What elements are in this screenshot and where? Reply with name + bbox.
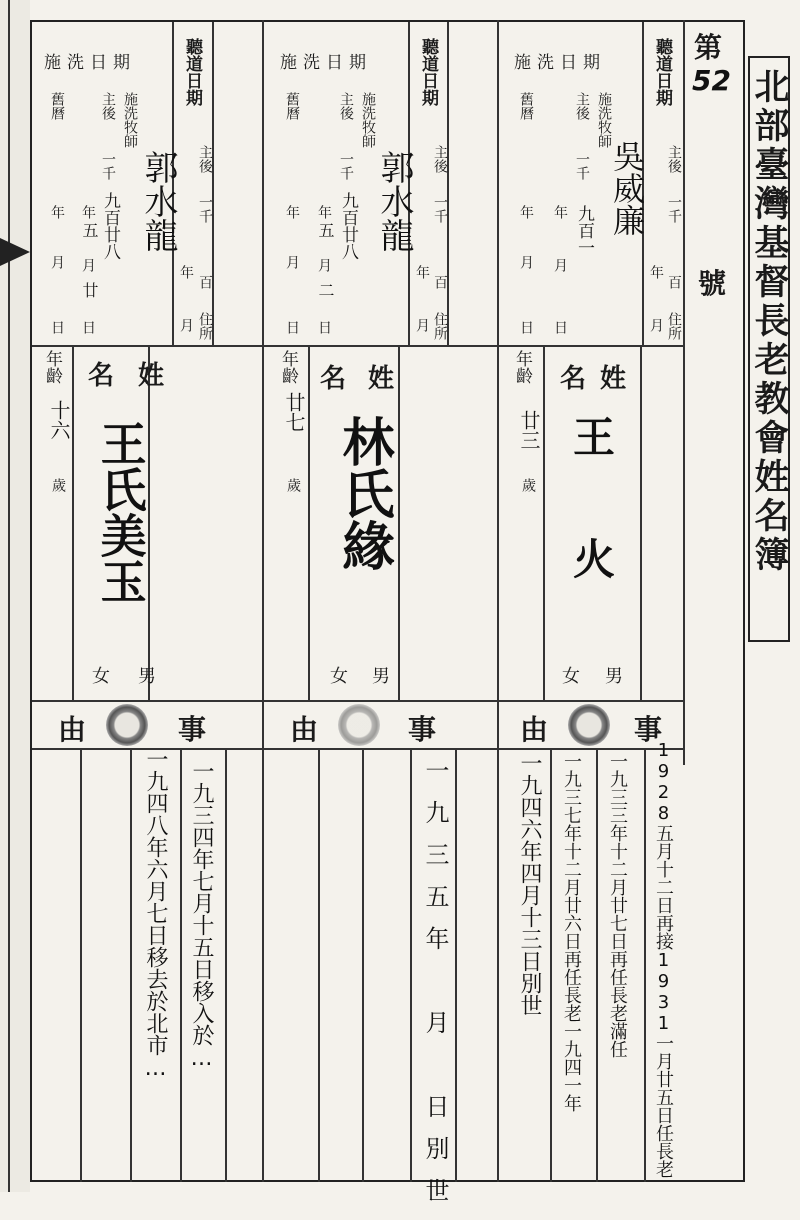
female-label: 女 xyxy=(330,666,348,687)
baptism-year: 九百廿八 xyxy=(338,192,358,260)
name-label-left: 名 xyxy=(88,361,115,391)
note-1: 1928五月十二日再接1931一月廿五日任長老 xyxy=(653,740,674,1178)
thousand-label: 一千 xyxy=(100,152,116,180)
male-label: 男 xyxy=(138,666,156,687)
age-value: 廿三 xyxy=(517,410,541,450)
age-unit: 歲 xyxy=(50,478,66,492)
grid-line xyxy=(362,748,364,1182)
member-name: 王火 xyxy=(567,415,616,659)
grid-line xyxy=(212,22,214,345)
listening-year: 年 xyxy=(414,265,430,279)
male-label: 男 xyxy=(372,666,390,687)
baptism-year: 九百廿八 xyxy=(100,192,120,260)
listening-date-label: 聽道日期 xyxy=(182,38,202,106)
reason-seal-circle xyxy=(106,704,148,746)
note-4: 一九四六年四月十三日別世 xyxy=(517,752,542,1016)
surname-label: 姓 xyxy=(138,361,165,391)
baptism-month: 五 xyxy=(316,222,335,238)
left-margin-rule xyxy=(8,0,10,1192)
lunar-day: 日 xyxy=(518,320,534,334)
age-unit: 歲 xyxy=(520,478,536,492)
grid-line xyxy=(80,748,82,1182)
note-1: 一九三五年 月 日別世 xyxy=(421,758,449,1220)
era-label: 主後 xyxy=(574,92,590,120)
pastor-label: 施洗牧師 xyxy=(122,92,138,148)
grid-line xyxy=(398,345,400,700)
grid-line xyxy=(543,345,545,700)
listening-thousand: 一千 xyxy=(666,195,682,223)
section-line-name xyxy=(32,345,684,347)
grid-line xyxy=(225,748,227,1182)
listening-thousand: 一千 xyxy=(432,195,448,223)
document-title: 北部臺灣基督長老教會姓名簿 xyxy=(749,68,790,575)
record-divider-2 xyxy=(497,20,499,1182)
age-unit: 歲 xyxy=(285,478,301,492)
lunar-year: 年 xyxy=(518,205,534,219)
baptism-date-label: 施洗日期 xyxy=(44,53,136,73)
grid-line xyxy=(550,748,552,1182)
note-2: 一九三三年十二月廿七日再任長老滿任 xyxy=(607,752,628,1058)
surname-label: 姓 xyxy=(368,364,395,394)
section-line-reason-top xyxy=(32,700,684,702)
listening-hundred: 百 xyxy=(432,275,448,289)
note-3: 一九三七年十二月廿六日再任長老一九四一年 xyxy=(561,752,582,1112)
listening-hundred: 百 xyxy=(197,275,213,289)
thousand-label: 一千 xyxy=(338,152,354,180)
member-name: 王氏美玉 xyxy=(93,420,148,604)
era-label: 主後 xyxy=(338,92,354,120)
grid-line xyxy=(596,748,598,1182)
grid-line xyxy=(180,748,182,1182)
name-label-left: 名 xyxy=(560,364,587,394)
thousand-label: 一千 xyxy=(574,152,590,180)
pastor-name: 郭水龍 xyxy=(138,150,178,252)
pastor-label: 施洗牧師 xyxy=(360,92,376,148)
margin-arrow-marker xyxy=(0,238,30,266)
age-label: 年齡 xyxy=(278,350,298,384)
listening-year: 年 xyxy=(178,265,194,279)
number-label-top: 第 xyxy=(694,31,723,64)
left-binding-margin xyxy=(0,0,30,1192)
era-label: 主後 xyxy=(100,92,116,120)
listening-date-label: 聽道日期 xyxy=(652,38,672,106)
grid-line xyxy=(318,748,320,1182)
listening-month: 月 xyxy=(414,318,430,332)
reason-label-left: 由 xyxy=(520,713,549,746)
listening-date-label: 聽道日期 xyxy=(418,38,438,106)
grid-line xyxy=(644,748,646,1182)
lunar-month: 月 xyxy=(49,255,65,269)
number-value: 52 xyxy=(692,64,731,97)
male-label: 男 xyxy=(605,666,623,687)
lunar-year: 年 xyxy=(284,205,300,219)
grid-line xyxy=(640,345,642,700)
residence-label: 住所 xyxy=(197,312,213,340)
month-label: 月 xyxy=(80,258,96,272)
reason-label-left: 由 xyxy=(58,713,87,746)
listening-era: 主後 xyxy=(197,145,213,173)
name-label-left: 名 xyxy=(320,364,347,394)
listening-thousand: 一千 xyxy=(197,195,213,223)
listening-year: 年 xyxy=(648,265,664,279)
pastor-name: 郭水龍 xyxy=(374,150,414,252)
day-label: 日 xyxy=(80,320,96,334)
lunar-year: 年 xyxy=(49,205,65,219)
residence-label: 住所 xyxy=(666,312,682,340)
baptism-date-label: 施洗日期 xyxy=(280,53,372,73)
reason-label-right: 事 xyxy=(408,713,437,746)
residence-label: 住所 xyxy=(432,312,448,340)
pastor-name: 吳威廉 xyxy=(608,140,646,236)
reason-seal-circle xyxy=(338,704,380,746)
month-label: 月 xyxy=(316,258,332,272)
age-value: 廿七 xyxy=(282,392,306,432)
day-label: 日 xyxy=(316,320,332,334)
listening-month: 月 xyxy=(648,318,664,332)
number-label-bottom: 號 xyxy=(698,267,727,300)
age-label: 年齡 xyxy=(42,350,62,384)
baptism-month: 五 xyxy=(80,222,99,238)
day-label: 日 xyxy=(552,320,568,334)
listening-era: 主後 xyxy=(666,145,682,173)
listening-era: 主後 xyxy=(432,145,448,173)
baptism-day: 廿 xyxy=(80,282,99,298)
grid-line xyxy=(447,22,449,345)
listening-hundred: 百 xyxy=(666,275,682,289)
surname-label: 姓 xyxy=(600,364,627,394)
month-label: 月 xyxy=(552,258,568,272)
year-label: 年 xyxy=(552,205,568,219)
lunar-day: 日 xyxy=(49,320,65,334)
lunar-month: 月 xyxy=(518,255,534,269)
reason-label-left: 由 xyxy=(290,713,319,746)
lunar-label: 舊曆 xyxy=(49,92,65,120)
lunar-month: 月 xyxy=(284,255,300,269)
lunar-label: 舊曆 xyxy=(284,92,300,120)
listening-month: 月 xyxy=(178,318,194,332)
female-label: 女 xyxy=(92,666,110,687)
age-value: 十六 xyxy=(47,400,71,440)
note-1: 一九三四年七月十五日移入於… xyxy=(189,760,214,1071)
reason-label-right: 事 xyxy=(634,713,663,746)
grid-line xyxy=(410,748,412,1182)
reason-label-right: 事 xyxy=(178,713,207,746)
grid-line xyxy=(130,748,132,1182)
lunar-day: 日 xyxy=(284,320,300,334)
register-number xyxy=(688,22,738,322)
record-divider-1 xyxy=(262,20,264,1182)
grid-line xyxy=(72,345,74,700)
age-label: 年齡 xyxy=(512,350,532,384)
member-name: 林氏緣 xyxy=(333,415,393,571)
baptism-date-label: 施洗日期 xyxy=(514,53,606,73)
document-title-box xyxy=(748,56,790,642)
baptism-day: 二 xyxy=(316,282,335,298)
pastor-label: 施洗牧師 xyxy=(596,92,612,148)
grid-line xyxy=(455,748,457,1182)
reason-seal-circle xyxy=(568,704,610,746)
note-2: 一九四八年六月七日移去於北市… xyxy=(143,748,168,1081)
number-column-divider xyxy=(683,20,685,765)
grid-line xyxy=(148,345,150,700)
year-label: 年 xyxy=(316,205,332,219)
lunar-label: 舊曆 xyxy=(518,92,534,120)
female-label: 女 xyxy=(562,666,580,687)
year-label: 年 xyxy=(80,205,96,219)
baptism-year: 九百一 xyxy=(574,205,594,256)
